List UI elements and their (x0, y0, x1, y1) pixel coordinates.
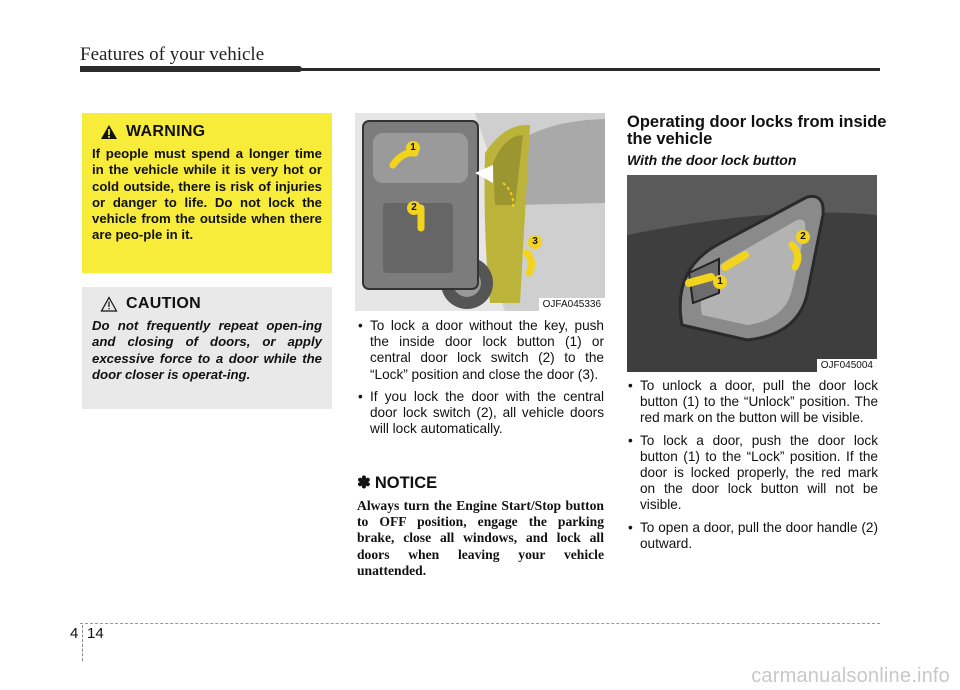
notice-label: NOTICE (374, 473, 438, 492)
figure-door-lock-interior (627, 175, 877, 372)
figure2-code: OJF045004 (817, 359, 877, 372)
right-bullet-list (628, 378, 878, 558)
warning-header (100, 123, 322, 141)
warning-triangle-icon (100, 124, 118, 140)
list-item: • To unlock a door, pull the door lock button (1) to the “Unlock” position. The red mark on the button will be visible. (628, 378, 878, 427)
notice-heading (357, 473, 437, 493)
callout-badge-2: 2 (796, 230, 810, 244)
callout-badge-2: 2 (407, 201, 421, 215)
section-subtitle: With the door lock button (627, 152, 797, 168)
page-number: 14 (87, 625, 104, 642)
figure-door-lock-exterior (355, 113, 605, 311)
notice-star-icon: ✽ (357, 474, 371, 492)
door-illustration (355, 113, 605, 311)
warning-label: WARNING (126, 123, 206, 140)
callout-badge-3: 3 (528, 235, 542, 249)
caution-box (82, 287, 332, 409)
page-number-divider (82, 625, 84, 661)
list-item: • To open a door, pull the door handle (2) outward. (628, 520, 878, 552)
watermark-text: carmanualsonline.info (751, 665, 950, 687)
warning-box (82, 113, 332, 273)
callout-badge-1: 1 (406, 141, 420, 155)
caution-text: Do not frequently repeat open-ing and closing of doors, or apply excessive force to a door while the door closer is operat-ing. (92, 318, 322, 382)
header-rule-accent (80, 66, 302, 72)
caution-header (100, 295, 322, 313)
caution-triangle-icon (100, 296, 118, 312)
callout-badge-1: 1 (713, 275, 727, 289)
middle-bullet-list (358, 318, 604, 443)
list-item: • To lock a door without the key, push the inside door lock button (1) or central door lock switch (2) to the “Lock” position and close the door (3). (358, 318, 604, 383)
list-item: • To lock a door, push the door lock button (1) to the “Lock” position. If the door is locked properly, the red mark on the door lock button will not be visible. (628, 433, 878, 514)
notice-text: Always turn the Engine Start/Stop button to OFF position, engage the parking brake, close all windows, and lock all doors when leaving your vehicle unattended. (357, 498, 604, 578)
section-title: Operating door locks from inside the vehicle (627, 113, 887, 148)
warning-text: If people must spend a longer time in the vehicle while it is very hot or cold outside, there is risk of injuries or danger to life. Do not lock the vehicle from the outside when there are peo-ple in it. (92, 146, 322, 243)
figure1-code: OJFA045336 (539, 298, 605, 311)
page-section-number: 4 (70, 625, 79, 642)
page-header-title: Features of your vehicle (80, 44, 265, 65)
caution-label: CAUTION (126, 295, 201, 312)
footer-rule (80, 623, 880, 624)
interior-handle-illustration (627, 175, 877, 372)
list-item: • If you lock the door with the central door lock switch (2), all vehicle doors will lock automatically. (358, 389, 604, 438)
